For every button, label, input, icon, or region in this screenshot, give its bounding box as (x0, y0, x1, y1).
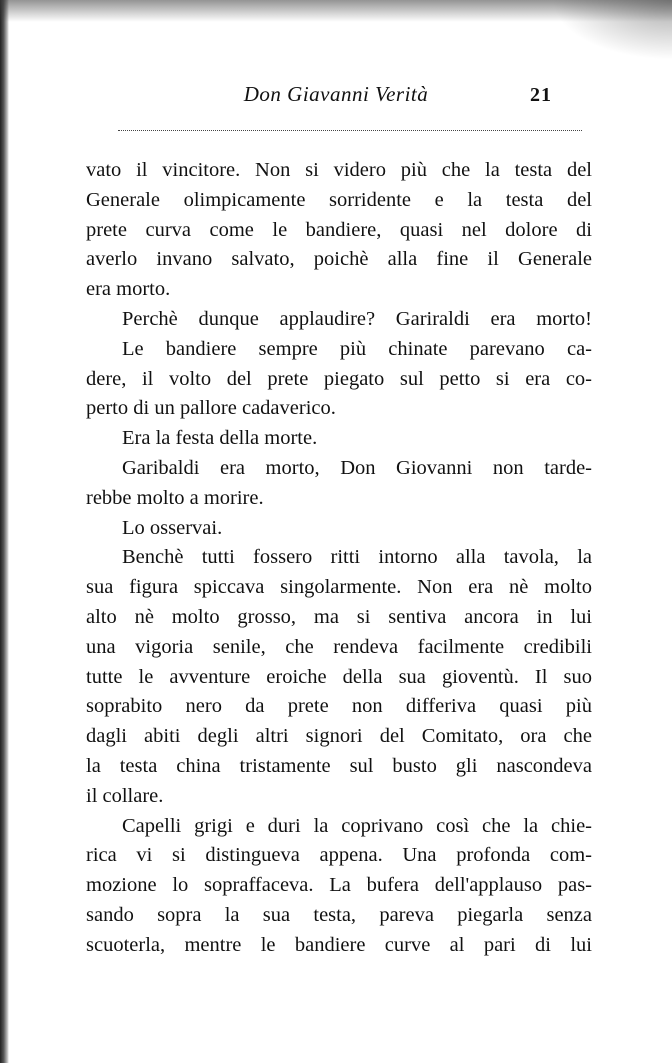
text-line: Le bandiere sempre più chinate parevano ca- (122, 337, 592, 360)
text-line: Garibaldi era morto, Don Giovanni non tarde- (122, 457, 592, 479)
text-line: alto nè molto grosso, ma si sentiva ancora in lui (86, 606, 592, 628)
text-line: una vigoria senile, che rendeva facilmente credibili (86, 635, 592, 658)
scan-edge-corner (552, 0, 672, 60)
text-line: il collare. (86, 784, 164, 807)
text-line: mozione lo sopraffaceva. La bufera dell'applauso pas- (86, 874, 592, 897)
text-line: Lo osservai. (122, 516, 223, 539)
text-line: tutte le avventure eroiche della sua gioventù. Il suo (86, 665, 592, 688)
text-line: vato il vincitore. Non si videro più che la testa del (86, 159, 592, 181)
text-line: averlo invano salvato, poichè alla fine il Generale (86, 248, 592, 271)
text-line: Perchè dunque applaudire? Gariraldi era morto! (122, 308, 592, 330)
text-line: sando sopra la sua testa, pareva piegarla senza (86, 904, 592, 926)
text-line: Benchè tutti fossero ritti intorno alla tavola, la (122, 546, 592, 569)
scan-edge-left (0, 0, 9, 1063)
text-line: rebbe molto a morire. (86, 486, 264, 509)
running-head-title: Don Giavanni Verità (243, 82, 429, 106)
text-line: perto di un pallore cadaverico. (86, 397, 336, 420)
text-line: sua figura spiccava singolarmente. Non era nè molto (86, 576, 592, 599)
page-number: 21 (530, 84, 552, 106)
text-line: era morto. (86, 278, 171, 301)
text-line: dere, il volto del prete piegato sul petto si era co- (86, 367, 592, 390)
text-line: Generale olimpicamente sorridente e la testa del (86, 188, 592, 211)
text-line: Era la festa della morte. (122, 427, 318, 450)
text-line: Capelli grigi e duri la coprivano così che la chie- (122, 814, 592, 837)
text-line: rica vi si distingueva appena. Una profonda com- (86, 844, 592, 867)
text-line: prete curva come le bandiere, quasi nel dolore di (86, 218, 592, 241)
text-line: dagli abiti degli altri signori del Comitato, ora che (86, 725, 592, 748)
text-line: la testa china tristamente sul busto gli nascondeva (86, 755, 592, 777)
text-line: scuoterla, mentre le bandiere curve al pari di lui (86, 933, 592, 956)
text-line: soprabito nero da prete non differiva quasi più (86, 695, 592, 718)
header-rule (118, 130, 582, 131)
